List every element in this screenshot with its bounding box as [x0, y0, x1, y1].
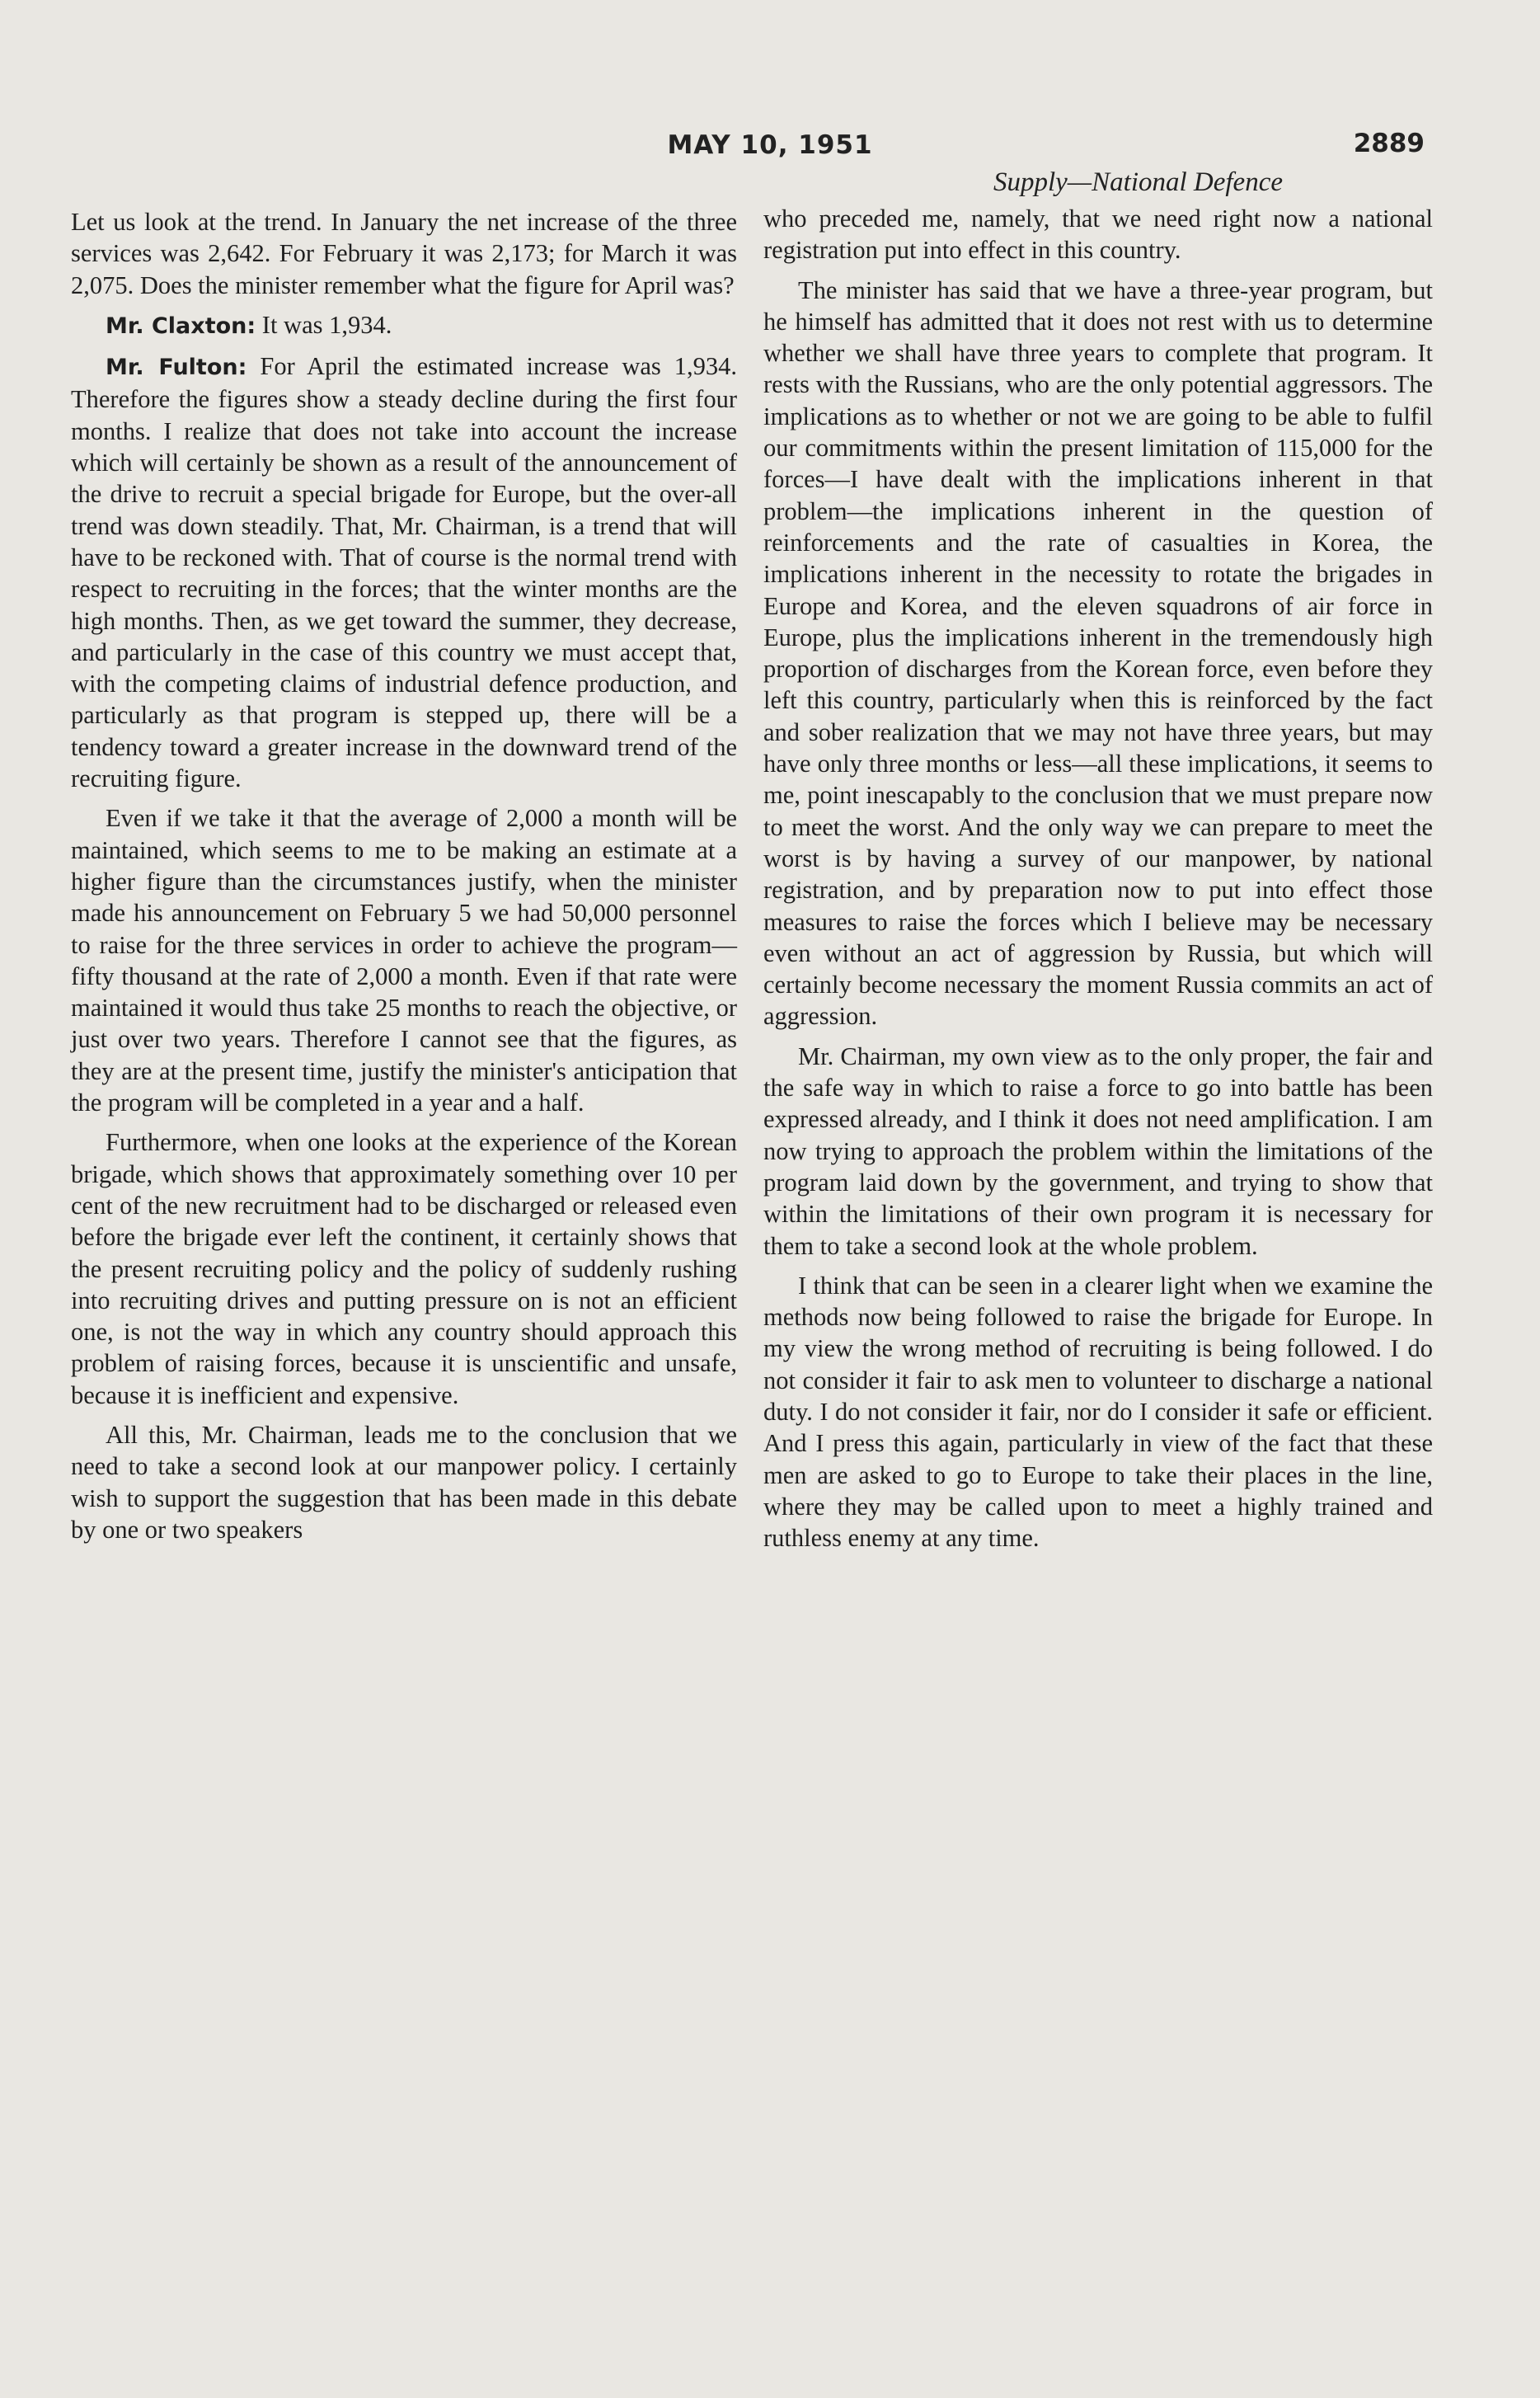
- speech-text: For April the estimated increase was 1,934. Therefore the figures show a steady decline during the first four months. I realize that does not take into account the increase which will certainly be shown as a result of the announcement of the drive to recruit a special brigade for Europe, but the over-all trend was down steadily. That, Mr. Chairman, is a trend that will have to be reckoned with. That of course is the normal trend with respect to recruiting in the forces; that the winter months are the high months. Then, as we get toward the summer, they decrease, and particularly in the case of this country we must accept that, with the competing claims of industrial defence production, and particularly as that program is stepped up, there will be a tendency toward a greater increase in the downward trend of the recruiting figure.: [71, 352, 737, 793]
- paragraph: All this, Mr. Chairman, leads me to the conclusion that we need to take a second look at our manpower policy. I certainly wish to support the suggestion that has been made in this debate by one or two speakers: [71, 1420, 737, 1544]
- left-column: [71, 206, 737, 1554]
- page-date: MAY 10, 1951: [667, 130, 873, 160]
- paragraph: Furthermore, when one looks at the experience of the Korean brigade, which shows that approximately something over 10 per cent of the new recruitment had to be discharged or released even before the brigade ever left the continent, it certainly shows that the present recruiting policy and the policy of suddenly rushing into recruiting drives and putting pressure on is not an efficient one, is not the way in which any country should approach this problem of raising forces, because it is unscientific and unsafe, because it is inefficient and expensive.: [71, 1128, 737, 1409]
- paragraph: Even if we take it that the average of 2,000 a month will be maintained, which seems to me to be making an estimate at a higher figure than the circumstances justify, when the minister made his announcement on February 5 we had 50,000 personnel to raise for the three services in order to achieve the program—fifty thousand at the rate of 2,000 a month. Even if that rate were maintained it would thus take 25 months to reach the objective, or just over two years. Therefore I cannot see that the figures, as they are at the present time, justify the minister's anticipation that the program will be completed in a year and a half.: [71, 804, 737, 1117]
- right-column: [763, 203, 1433, 1562]
- paragraph: Mr. Chairman, my own view as to the only proper, the fair and the safe way in which to raise a force to go into battle has been expressed already, and I think it does not need amplification. I am now trying to approach the problem within the limitations of the program laid down by the government, and trying to show that within the limitations of their own program it is necessary for them to take a second look at the whole problem.: [763, 1041, 1433, 1260]
- paragraph: The minister has said that we have a three-year program, but he himself has admitted that it does not rest with us to determine whether we shall have three years to complete that program. It rests with the Russians, who are the only potential aggressors. The implications as to whether or not we are going to be able to fulfil our commitments within the present limitation of 115,000 for the forces—I have dealt with the implications inherent in that problem—the implications inherent in the question of reinforcements and the rate of casualties in Korea, the implications inherent in the necessity to rotate the brigades in Europe and Korea, and the eleven squadrons of air force in Europe, plus the implications inherent in the tremendously high proportion of discharges from the Korean force, even before they left this country, particularly when this is reinforced by the fact and sober realization that we may not have three years, but may have only three months or less—all these implications, it seems to me, point inescapably to the conclusion that we must prepare now to meet the worst. And the only way we can prepare to meet the worst is by having a survey of our manpower, by national registration, and by preparation now to put into effect those measures to raise the forces which I believe may be necessary even without an act of aggression by Russia, but which will certainly become necessary the moment Russia commits an act of aggression.: [763, 275, 1433, 1031]
- paragraph: Let us look at the trend. In January the net increase of the three services was 2,642. For February it was 2,173; for March it was 2,075. Does the minister remember what the figure for April was?: [71, 208, 737, 299]
- speaker-name: Mr. Fulton:: [106, 355, 247, 381]
- paragraph: I think that can be seen in a clearer light when we examine the methods now being followed to raise the brigade for Europe. In my view the wrong method of recruiting is being followed. I do not consider it fair to ask men to volunteer to discharge a national duty. I do not consider it fair, nor do I consider it safe or efficient. And I press this again, particularly in view of the fact that these men are asked to go to Europe to take their places in the line, where they may be called upon to meet a highly trained and ruthless enemy at any time.: [763, 1271, 1433, 1553]
- section-header: Supply—National Defence: [993, 167, 1283, 197]
- paragraph: who preceded me, namely, that we need right now a national registration put into effect in this country.: [763, 205, 1433, 265]
- speech-paragraph: [71, 309, 737, 342]
- page-number: 2889: [1353, 129, 1425, 158]
- speech-text: It was 1,934.: [261, 310, 392, 339]
- speech-paragraph: [71, 350, 737, 794]
- speaker-name: Mr. Claxton:: [106, 313, 256, 339]
